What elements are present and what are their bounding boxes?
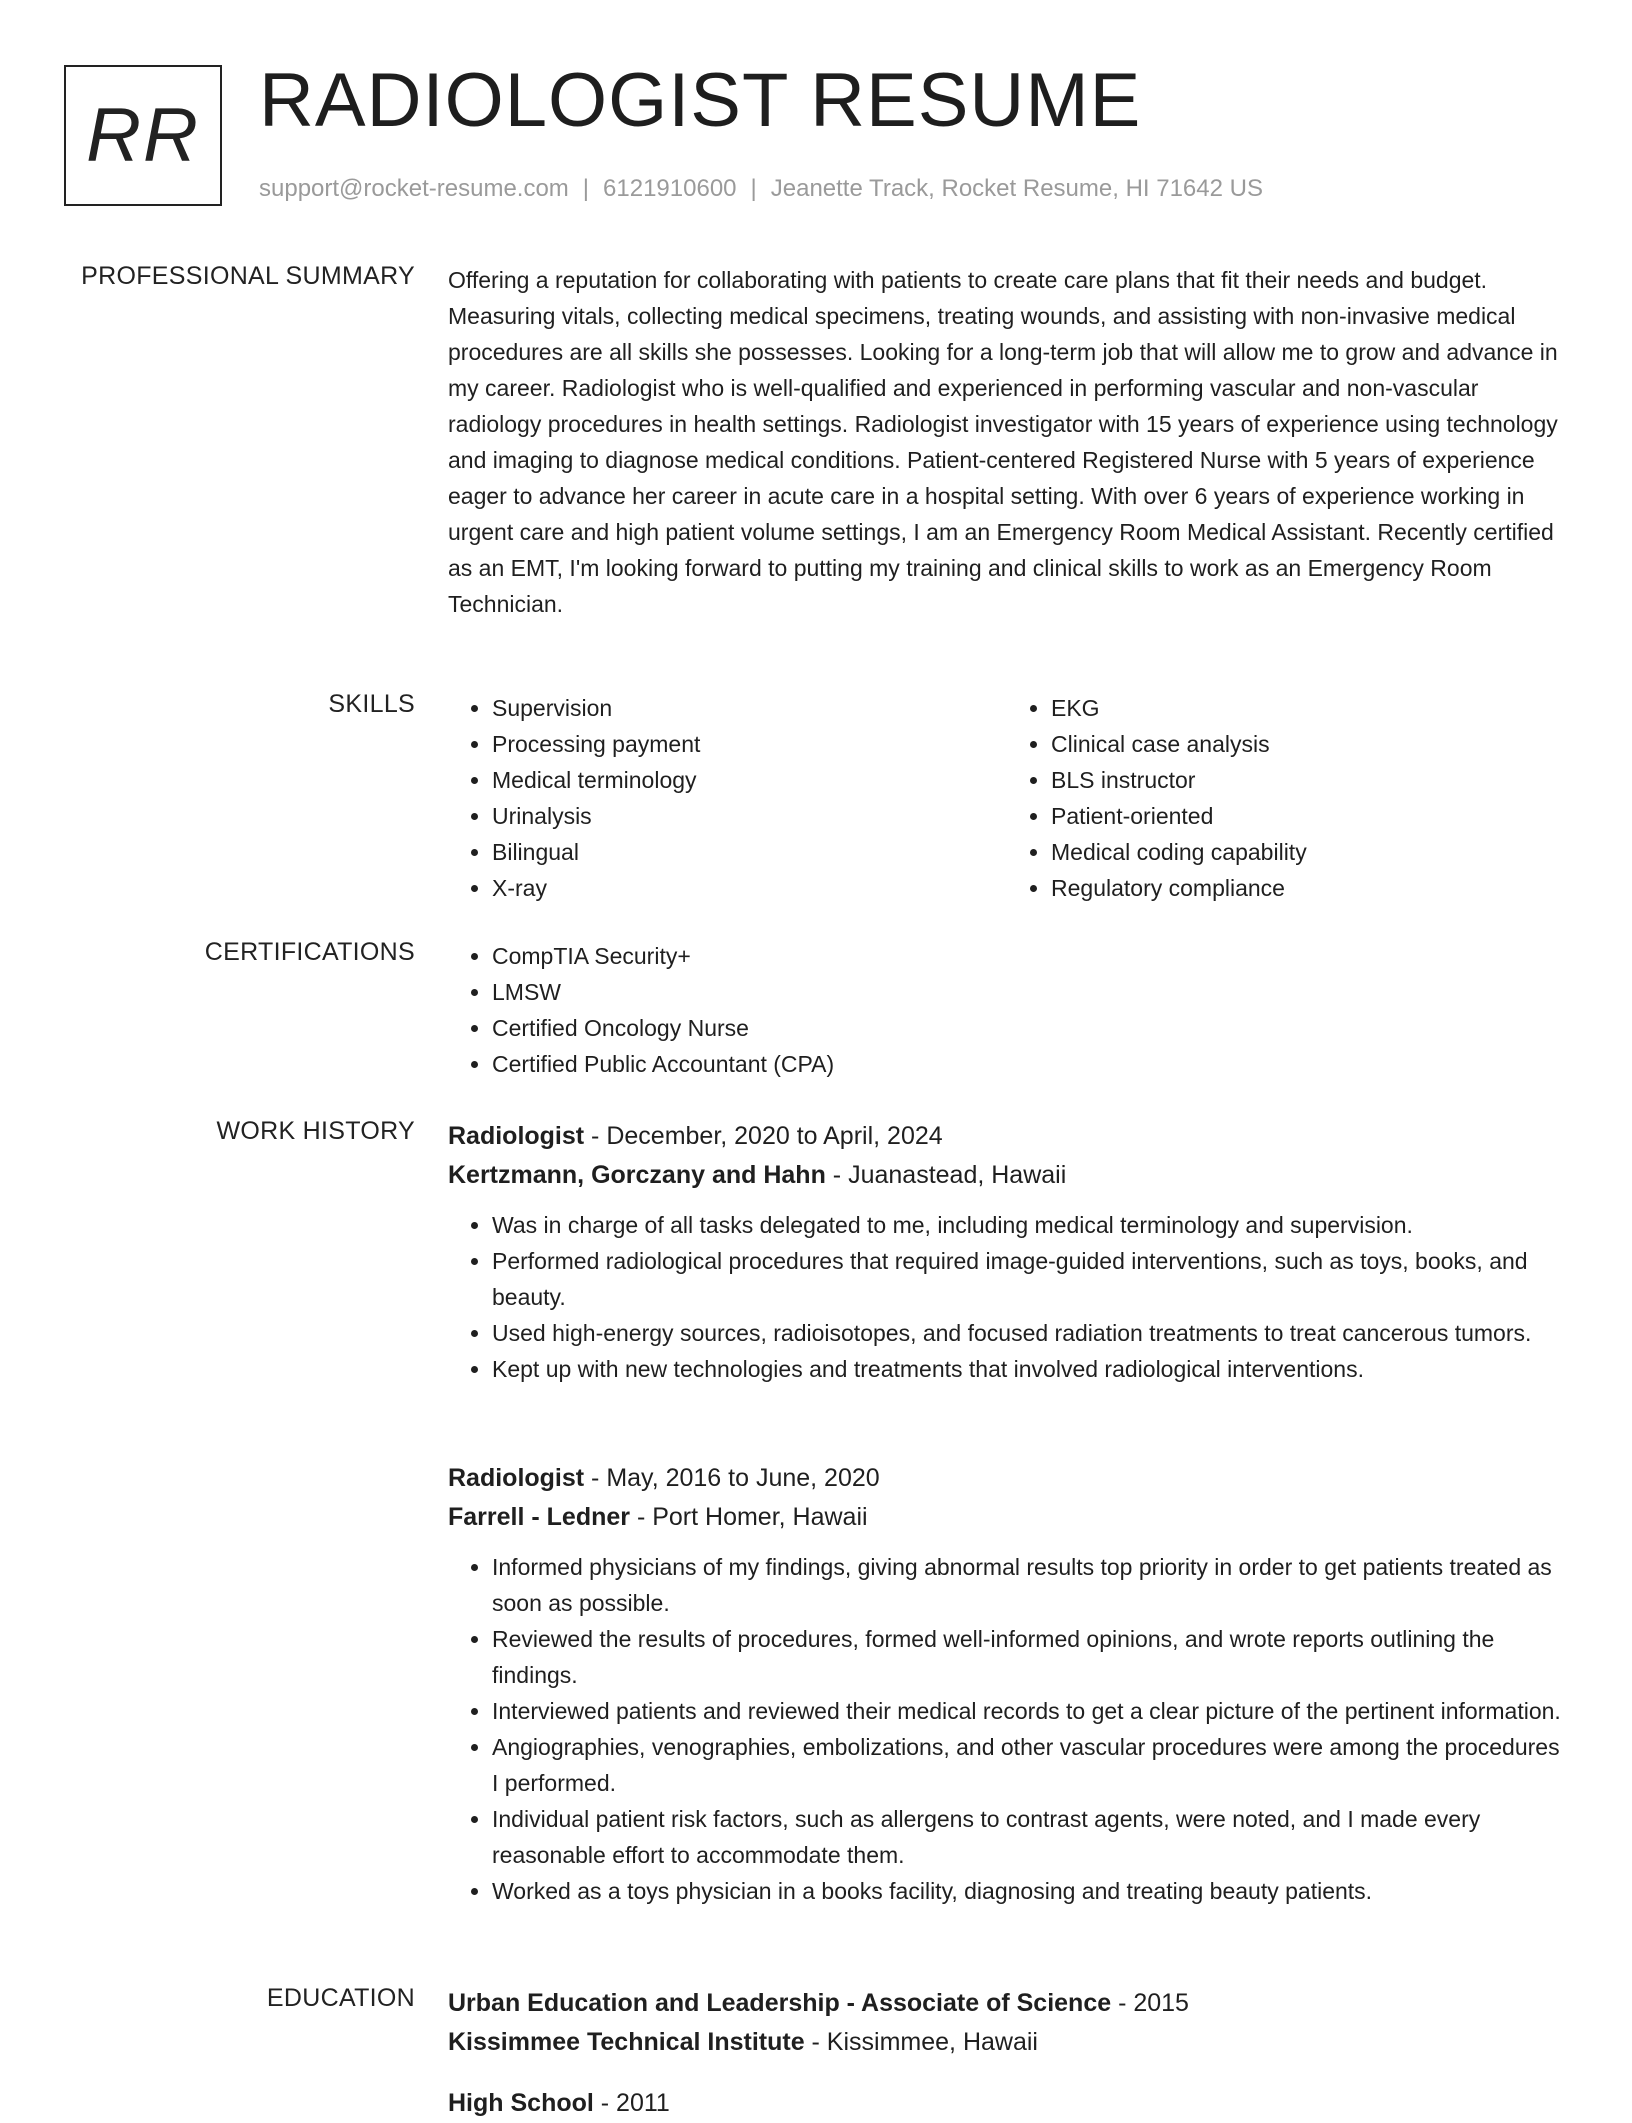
education-year: - 2015: [1111, 1989, 1189, 2017]
job-duty: • Interviewed patients and reviewed their medical records to get a clear picture of the pertinent information.: [492, 1693, 1566, 1729]
skill-item: • EKG: [1051, 690, 1566, 726]
skill-item: • BLS instructor: [1051, 762, 1566, 798]
certification-item: • Certified Public Accountant (CPA): [492, 1046, 1566, 1082]
education-school: Kissimmee Technical Institute: [448, 2028, 805, 2056]
education-entry: [448, 2084, 1566, 2123]
skill-item: • X-ray: [492, 870, 1007, 906]
education-school-line: [448, 2023, 1566, 2062]
job-company: Farrell - Ledner: [448, 1503, 630, 1531]
job-title-line: [448, 1117, 1566, 1156]
monogram-logo: RR: [64, 65, 222, 206]
job-dates: - May, 2016 to June, 2020: [584, 1464, 880, 1492]
job-duty: • Informed physicians of my findings, giving abnormal results top priority in order to get patients treated as soon as possible.: [492, 1549, 1566, 1621]
job-duty: • Worked as a toys physician in a books facility, diagnosing and treating beauty patients.: [492, 1873, 1566, 1909]
summary-text: Offering a reputation for collaborating with patients to create care plans that fit their needs and budget. Measuring vitals, collecting medical specimens, treating wounds, and assisting with non-invasive medical procedures are all skills she possesses. Looking for a long-term job that will allow me to grow and advance in my career. Radiologist who is well-qualified and experienced in performing vascular and non-vascular radiology procedures in health settings. Radiologist investigator with 15 years of experience using technology and imaging to diagnose medical conditions. Patient-centered Registered Nurse with 5 years of experience eager to advance her career in acute care in a hospital setting. With over 6 years of experience working in urgent care and high patient volume settings, I am an Emergency Room Medical Assistant. Recently certified as an EMT, I'm looking forward to putting my training and clinical skills to work as an Emergency Room Technician.: [448, 267, 1558, 617]
skill-item: • Processing payment: [492, 726, 1007, 762]
contact-email[interactable]: support@rocket-resume.com: [259, 175, 569, 202]
job-location: - Port Homer, Hawaii: [630, 1503, 868, 1531]
job-duty: • Individual patient risk factors, such as allergens to contrast agents, were noted, and I made every reasonable effort to accommodate them.: [492, 1801, 1566, 1873]
job-duty: • Was in charge of all tasks delegated to me, including medical terminology and supervision.: [492, 1207, 1566, 1243]
skill-item: • Supervision: [492, 690, 1007, 726]
skills-grid: [448, 690, 1566, 906]
section-label: SKILLS: [328, 690, 415, 718]
skill-item: • Medical terminology: [492, 762, 1007, 798]
skill-item: • Bilingual: [492, 834, 1007, 870]
job-duty: • Kept up with new technologies and treatments that involved radiological interventions.: [492, 1351, 1566, 1387]
section-label: WORK HISTORY: [216, 1117, 415, 1145]
certification-item: • Certified Oncology Nurse: [492, 1010, 1566, 1046]
contact-line: [259, 175, 1263, 203]
certification-item: • LMSW: [492, 974, 1566, 1010]
skill-item: • Patient-oriented: [1051, 798, 1566, 834]
job-company-line: [448, 1498, 1566, 1537]
job-duty: • Reviewed the results of procedures, formed well-informed opinions, and wrote reports outlining the findings.: [492, 1621, 1566, 1693]
certifications-list: [448, 938, 1566, 1082]
job-title: Radiologist: [448, 1122, 585, 1150]
education-degree-line: [448, 1984, 1566, 2023]
education-degree-line: [448, 2084, 1566, 2123]
job-entry: [448, 1459, 1566, 1909]
education-degree: High School: [448, 2089, 594, 2117]
job-duty: • Angiographies, venographies, embolizations, and other vascular procedures were among the procedures I performed.: [492, 1729, 1566, 1801]
skill-item: • Medical coding capability: [1051, 834, 1566, 870]
job-company: Kertzmann, Gorczany and Hahn: [448, 1161, 826, 1189]
section-label: PROFESSIONAL SUMMARY: [81, 262, 415, 290]
job-duty: • Performed radiological procedures that required image-guided interventions, such as toys, books, and beauty.: [492, 1243, 1566, 1315]
job-title-line: [448, 1459, 1566, 1498]
certification-item: • CompTIA Security+: [492, 938, 1566, 974]
skill-item: • Urinalysis: [492, 798, 1007, 834]
skill-item: • Regulatory compliance: [1051, 870, 1566, 906]
skills-list-left: [448, 690, 1007, 906]
job-duty: • Used high-energy sources, radioisotopes, and focused radiation treatments to treat cancerous tumors.: [492, 1315, 1566, 1351]
job-duties: [448, 1207, 1566, 1387]
job-company-line: [448, 1156, 1566, 1195]
education-entry: [448, 1984, 1566, 2062]
job-entry: [448, 1117, 1566, 1387]
resume-header: [64, 58, 1572, 210]
contact-phone[interactable]: 6121910600: [603, 175, 737, 202]
job-location: - Juanastead, Hawaii: [825, 1161, 1067, 1189]
page-title: RADIOLOGIST RESUME: [259, 58, 1142, 143]
job-dates: - December, 2020 to April, 2024: [584, 1122, 943, 1150]
skills-list-right: [1007, 690, 1566, 906]
contact-address: Jeanette Track, Rocket Resume, HI 71642 US: [770, 175, 1263, 202]
contact-separator: |: [582, 175, 590, 202]
education-location: - Kissimmee, Hawaii: [804, 2028, 1038, 2056]
skill-item: • Clinical case analysis: [1051, 726, 1566, 762]
education-year: - 2011: [593, 2089, 670, 2117]
job-title: Radiologist: [448, 1464, 585, 1492]
contact-separator: |: [750, 175, 757, 202]
section-label: EDUCATION: [266, 1984, 415, 2012]
job-duties: [448, 1549, 1566, 1909]
education-degree: Urban Education and Leadership - Associate of Science: [448, 1989, 1112, 2017]
section-label: CERTIFICATIONS: [204, 938, 415, 966]
